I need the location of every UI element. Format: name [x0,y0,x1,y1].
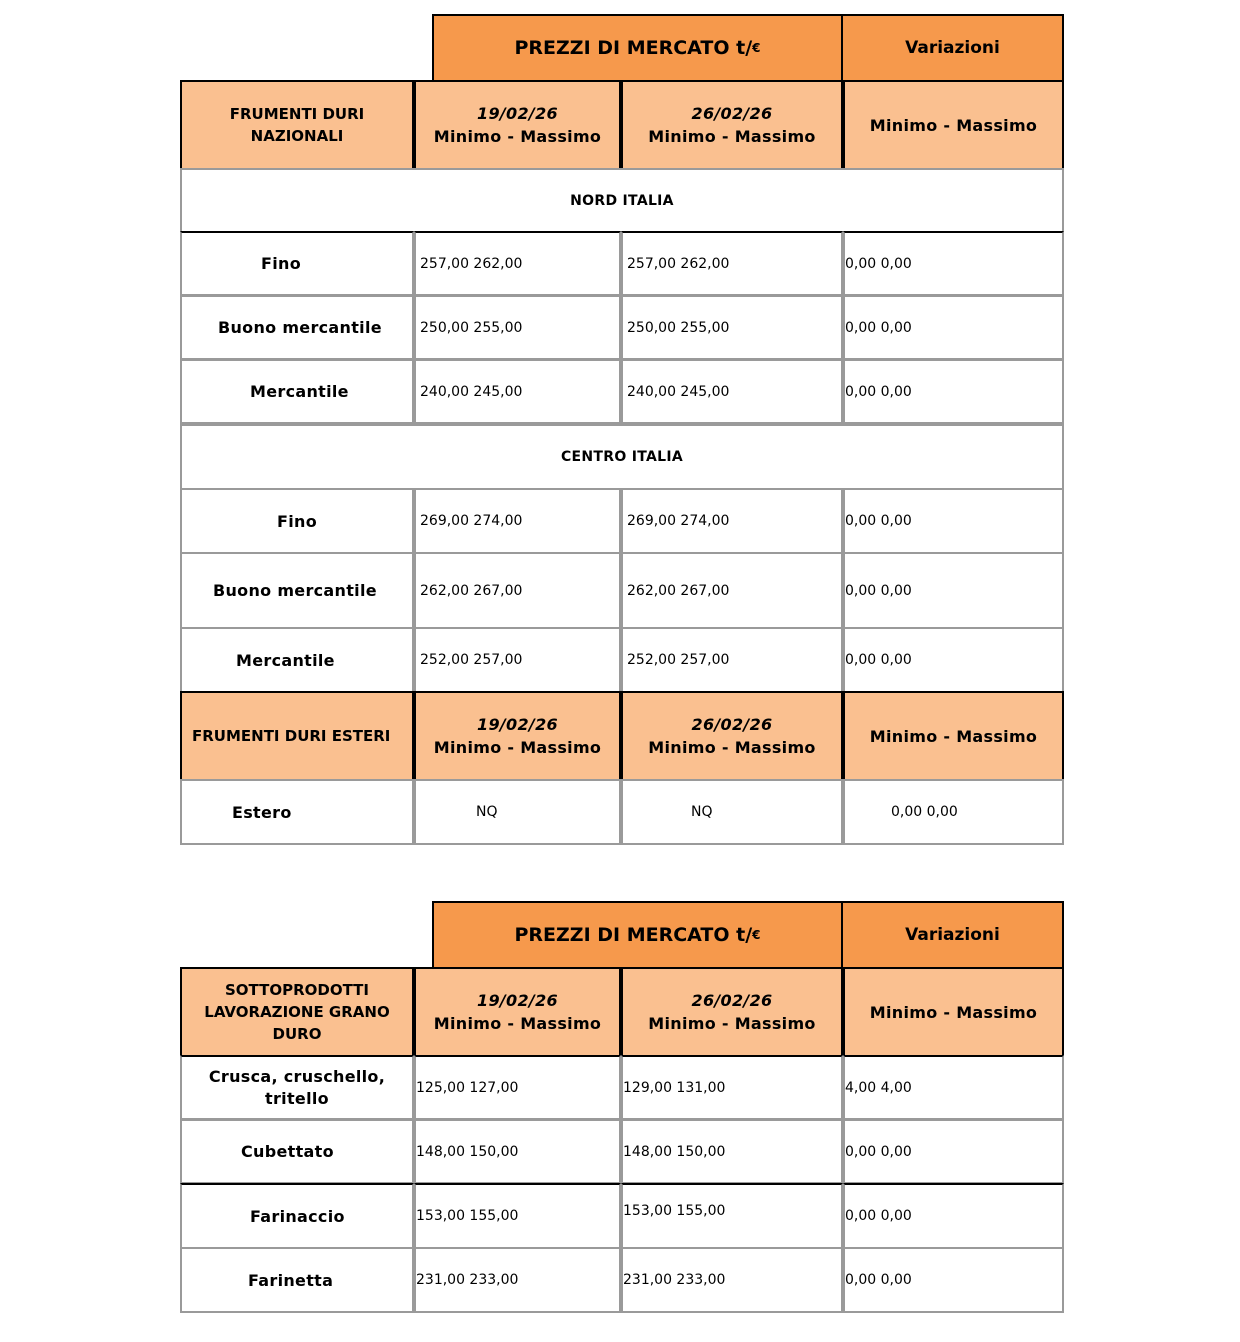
table-row [180,1055,1064,1120]
region-nord [180,168,1064,233]
date-2: 26/02/26 [691,104,773,123]
variation: 0,00 0,00 [843,779,1064,845]
region-label: NORD ITALIA [570,192,674,209]
price-1: 252,00 257,00 [414,627,621,693]
variation: 0,00 0,00 [843,1247,1064,1313]
row-label: Buono mercantile [180,552,414,629]
variation: 0,00 0,00 [843,1119,1064,1184]
header-label: FRUMENTI DURI NAZIONALI [229,105,365,145]
header-row-byproducts [180,967,1064,1057]
price-1: 262,00 267,00 [414,552,621,629]
table-row [180,1247,1064,1313]
header-label-byproducts [180,967,414,1057]
region-row-centro [180,424,1064,490]
region-row-nord [180,168,1064,233]
region-centro [180,424,1064,490]
euro-unit: € [752,928,761,942]
euro-unit: € [752,41,761,55]
table-row [180,552,1064,629]
row-label: Fino [180,231,414,296]
variation: 0,00 0,00 [843,359,1064,424]
date-1: 19/02/26 [477,715,558,734]
title-row [180,14,1064,82]
header-row-foreign [180,691,1064,781]
price-1: 269,00 274,00 [414,488,621,554]
price-1: 257,00 262,00 [414,231,621,296]
row-label: Farinetta [180,1247,414,1313]
header-variation-byproducts [843,967,1064,1057]
header-variation-foreign [843,691,1064,781]
price-2: 231,00 233,00 [621,1247,843,1313]
table-row [180,231,1064,296]
price-1: 240,00 245,00 [414,359,621,424]
table-row [180,359,1064,424]
variations-title-cell [841,901,1064,969]
header-date2-byproducts [621,967,843,1057]
price-1: 231,00 233,00 [414,1247,621,1313]
row-label: Crusca, cruschello, tritello [180,1055,414,1120]
variations-title: Variazioni [905,38,1000,58]
variations-title: Variazioni [905,925,1000,945]
price-1: 125,00 127,00 [414,1055,621,1120]
price-1: 250,00 255,00 [414,295,621,360]
region-label: CENTRO ITALIA [560,449,684,465]
table-row [180,779,1064,845]
date-2: 26/02/26 [691,715,773,734]
variation: 0,00 0,00 [843,552,1064,629]
header-label-foreign [180,691,414,781]
row-label: Buono mercantile [180,295,414,360]
header-label: SOTTOPRODOTTI LAVORAZIONE GRANO DURO [204,981,390,1043]
price-2: 240,00 245,00 [621,359,843,424]
title-row [180,901,1064,969]
variation: 4,00 4,00 [843,1055,1064,1120]
price-2: 269,00 274,00 [621,488,843,554]
price-2: 257,00 262,00 [621,231,843,296]
range-label: Minimo - Massimo [869,1002,1038,1022]
date-1: 19/02/26 [477,104,558,123]
row-label: Cubettato [180,1119,414,1184]
table-row [180,295,1064,360]
price-1: 153,00 155,00 [414,1183,621,1249]
header-label: FRUMENTI DURI ESTERI [192,726,391,745]
range-label: Minimo - Massimo [648,738,816,757]
range-label: Minimo - Massimo [869,115,1038,135]
table-row [180,1119,1064,1184]
market-prices-table-byproducts [180,901,1064,1313]
price-2: 252,00 257,00 [621,627,843,693]
market-prices-table-durum-wheat [180,14,1064,845]
header-date2-national [621,80,843,170]
price-2: 250,00 255,00 [621,295,843,360]
price-2: 129,00 131,00 [621,1055,843,1120]
row-label: Farinaccio [180,1183,414,1249]
range-label: Minimo - Massimo [433,738,602,757]
row-label: Fino [180,488,414,554]
range-label: Minimo - Massimo [433,1014,602,1033]
variation: 0,00 0,00 [843,488,1064,554]
range-label: Minimo - Massimo [433,127,602,146]
prices-title-cell [432,901,843,969]
header-date2-foreign [621,691,843,781]
prices-title-cell [432,14,843,82]
table-row [180,1183,1064,1249]
header-date1-byproducts [414,967,621,1057]
header-variation-national [843,80,1064,170]
row-label: Estero [180,779,414,845]
variation: 0,00 0,00 [843,231,1064,296]
header-date1-national [414,80,621,170]
header-date1-foreign [414,691,621,781]
price-2: 153,00 155,00 [621,1183,843,1249]
price-2: 262,00 267,00 [621,552,843,629]
range-label: Minimo - Massimo [869,726,1038,746]
row-label: Mercantile [180,359,414,424]
price-1: NQ [414,779,621,845]
range-label: Minimo - Massimo [648,127,816,146]
prices-title: PREZZI DI MERCATO t/ [514,37,753,59]
prices-title: PREZZI DI MERCATO t/ [514,924,753,946]
table-row [180,488,1064,554]
variation: 0,00 0,00 [843,295,1064,360]
row-label: Mercantile [180,627,414,693]
variation: 0,00 0,00 [843,1183,1064,1249]
price-2: 148,00 150,00 [621,1119,843,1184]
header-row-national [180,80,1064,170]
range-label: Minimo - Massimo [648,1014,816,1033]
price-1: 148,00 150,00 [414,1119,621,1184]
date-2: 26/02/26 [691,991,773,1010]
price-2: NQ [621,779,843,845]
variation: 0,00 0,00 [843,627,1064,693]
date-1: 19/02/26 [477,991,558,1010]
table-row [180,627,1064,693]
header-label-national [180,80,414,170]
variations-title-cell [841,14,1064,82]
